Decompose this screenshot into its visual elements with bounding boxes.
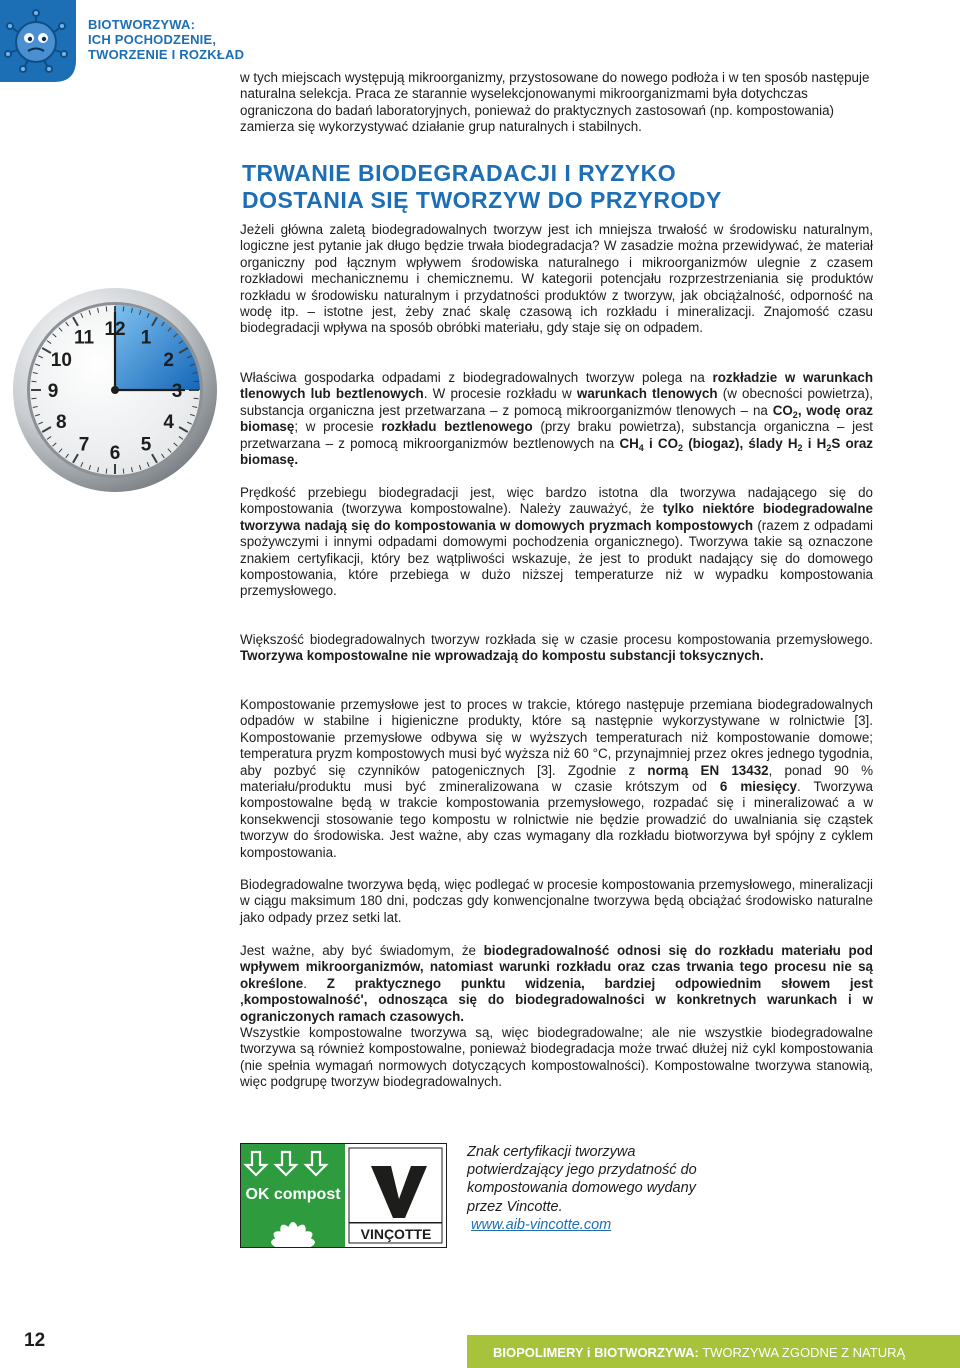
text-run: . [303, 975, 327, 991]
text-run-bold: normą EN 13432 [647, 762, 769, 778]
text-run-bold: rozkładzie w warunkach tlenowych lub beztlenowych [240, 370, 873, 402]
vincotte-link[interactable]: www.aib-vincotte.com [471, 1216, 612, 1233]
header-title-line2: ICH POCHODZENIE, [88, 32, 217, 47]
header-title [88, 17, 244, 62]
caption-line: Znak certyfikacji tworzywa [467, 1144, 636, 1160]
page-number: 12 [24, 1330, 46, 1351]
caption-line: kompostowania domowego wydany [467, 1180, 696, 1197]
text-run: Kompostowanie przemysłowe jest to proces w trakcie, którego następuje przemiana biodegradowalnych odpadów w stabilne i higieniczne produkty, które są następnie wykorzystywane w rolnictwie [3]. Kompostowanie przemysłowe odbywa się w wyższych temperaturach niż kompostowanie domowe; temperatura pryzm kompostowych musi być wyższa niż 60 °C, przynajmniej przez okres jednego tygodnia, aby pozbyć się czynników patogenicznych [3]. Zgodnie z [240, 697, 873, 778]
clock-number: 2 [163, 350, 174, 371]
text-run: . Tworzywa kompostowalne będą w trakcie kompostowania przemysłowego, rozpadać się i mineralizować a w konsekwencji stosowanie tego kompostu w rolnictwie nie będzie prowadzić do uwalniania się cząstek tworzyw do środowiska. Jest ważne, aby czas wymagany dla rozkładu biotworzywa był spójny z cyklem kompostowania. [240, 779, 873, 860]
clock-illustration [10, 285, 220, 495]
clock-number: 1 [140, 327, 152, 349]
text-run-bold: Z praktycznego punktu widzenia, bardziej odpowiednim słowem jest ‚kompostowalność', odnosząca się do biodegradowalności w konkretnych warunkach i w ograniczonych ramach czasowych. [240, 975, 873, 1024]
text-run-bold: 6 miesięcy [719, 779, 797, 795]
certification-logos [240, 1143, 447, 1248]
clock-tick [194, 381, 199, 382]
clock-number: 11 [73, 327, 95, 349]
clock-number: 9 [47, 381, 59, 402]
paragraph-compostable-subset: Wszystkie kompostowalne tworzywa są, więc biodegradowalne; ale nie wszystkie biodegradowalne tworzywa są również kompostowalne, ponieważ biodegradacja może trwać dłużej niż cykl kompostowania (nie spełnia wymagań normowych dotyczących kompostowalności). Kompostowalne tworzywa stanowią, więc podgrupę tworzyw biodegradowalnych. [240, 1025, 873, 1090]
clock-tick [31, 398, 36, 399]
paragraph-waste-management [240, 370, 873, 468]
footer-regular-text: TWORZYWA ZGODNE Z NATURĄ [698, 1345, 906, 1360]
text-run: Prędkość przebiegu biodegradacji jest, więc bardzo istotna dla tworzywa nadającego się do kompostowania (tworzywa kompostowalne). Należy zauważyć, że [240, 485, 873, 517]
text-run-bold: biodegradowalność odnosi się do rozkładu materiału pod wpływem mikroorganizmów, natomiast warunki rozkładu oraz czas trwania tego procesu nie są określone [240, 943, 873, 991]
paragraph-degradation-speed [240, 485, 873, 600]
ok-compost-logo [241, 1144, 446, 1247]
footer-text [493, 1345, 905, 1360]
paragraph-awareness [240, 943, 873, 1025]
clock-number: 10 [50, 350, 72, 371]
subscript: 2 [677, 442, 683, 453]
clock-tick [123, 469, 124, 474]
caption-line: przez Vincotte. [467, 1198, 563, 1215]
text-run: , ponad 90 % materiału/produktu musi być zmineralizowana w czasie krótszym od [240, 762, 874, 795]
subscript: 2 [826, 442, 832, 453]
ok-compost-text: OK compost [245, 1186, 341, 1203]
text-run-bold: (biogaz), ślady H [683, 435, 798, 451]
text-run: ; w procesie [294, 419, 382, 435]
clock-tick [194, 398, 199, 399]
section-heading-line1: TRWANIE BIODEGRADACJI I RYZYKO [242, 160, 677, 186]
clock-tick [106, 469, 107, 474]
footer-bold-text: BIOPOLIMERY i BIOTWORZYWA: [493, 1345, 699, 1360]
clock-tick [123, 306, 124, 311]
caption-line: potwierdzający jego przydatność do [467, 1162, 697, 1179]
header-title-line3: TWORZENIE I ROZKŁAD [88, 47, 245, 62]
vincotte-brand-text: VINÇOTTE [360, 1226, 432, 1242]
clock-number: 12 [104, 319, 126, 340]
subscript: 2 [792, 409, 798, 420]
clock-number: 4 [163, 412, 174, 433]
text-run-bold: CH [619, 435, 639, 451]
intro-paragraph: w tych miejscach występują mikroorganizmy, przystosowane do nowego podłoża i w ten sposób następuje naturalna selekcja. Praca ze starannie wyselekcjonowanymi mikroorganizmami była dotychczas ograniczona do badań laboratoryjnych, ponieważ do praktycznych zastosowań (np. kompostowania) zamierza się wykorzystywać działanie grup naturalnych i stabilnych. [240, 70, 870, 135]
clock-number: 8 [56, 412, 67, 433]
clock-center [111, 386, 119, 394]
text-run: Jest ważne, aby być świadomym, że [240, 943, 484, 958]
text-run-bold: tylko niektóre biodegradowalne tworzywa nadają się do kompostowania w domowych pryzmach kompostowych [240, 501, 874, 533]
clock-tick [31, 381, 36, 382]
header-badge [0, 0, 76, 82]
text-run: Właściwa gospodarka odpadami z biodegradowalnych tworzyw polega na [240, 370, 713, 385]
text-run-bold: CO [772, 402, 793, 418]
clock-number: 7 [78, 434, 90, 456]
text-run-bold: , wodę oraz biomasę [240, 402, 873, 435]
clock-number: 5 [140, 434, 152, 456]
paragraph-duration: Jeżeli główna zaletą biodegradowalnych tworzyw jest ich mniejsza trwałość w środowisku naturalnym, logiczne jest pytanie jak długo będzie trwała biodegradacja? W zasadzie można przewidywać, że materiał organiczny pod łącznym wpływem środowiska naturalnego i mikroorganizmów ulegnie z czasem rozkładowi mechanicznemu i chemicznemu. W kategorii potencjału rozprzestrzeniania się produktów rozkładu w środowisku naturalnym i przydatności produktów z tworzyw, jak obciążalność, odporność na wodę itp. – istotne jest, żeby znać skalę czasową ich rozkładu i mineralizacji. Znajomość czasu biodegradacji wpływa na sposób obróbki materiału, gdy staje się on odpadem. [240, 222, 873, 336]
clock-number: 3 [171, 381, 183, 402]
paragraph-industrial-composting [240, 697, 873, 861]
clock-tick [106, 306, 107, 311]
text-run: (razem z odpadami spożywczymi i innymi odpadami domowymi pochodzenia organicznego). Tworzywa takie są oznaczone znakiem certyfikacji, który bez wątpliwości wskazuje, że jest to produkt nadający się do domowego kompostowania, które przebiega w dużo niższej temperaturze niż w wypadku kompostowania przemysłowego. [240, 517, 873, 599]
text-run-bold: S oraz biomasę. [240, 435, 873, 468]
text-run-bold: warunkach tlenowych [576, 386, 718, 402]
text-run: (w obecności powietrza), substancja organiczna jest przetwarzana – z pomocą mikroorganizmów tlenowych – na [240, 386, 874, 418]
header-title-line1: BIOTWORZYWA: [88, 17, 196, 32]
subscript: 4 [638, 442, 644, 453]
certification-caption [467, 1143, 697, 1234]
text-run: . W procesie rozkładu w [423, 386, 577, 402]
text-run: (przy braku powietrza), substancja organiczna – jest przetwarzana – z pomocą mikroorganizmów beztlenowych na [240, 419, 873, 451]
clock-number: 6 [109, 443, 121, 464]
text-run-bold: rozkładu beztlenowego [381, 419, 533, 435]
section-heading [242, 160, 722, 214]
text-run-bold: i CO [643, 435, 678, 451]
paragraph-mineralization: Biodegradowalne tworzywa będą, więc podlegać w procesie kompostowania przemysłowego, mineralizacji w ciągu maksimum 180 dni, podczas gdy konwencjonalne tworzywa będą obciążać środowisko naturalne jako odpady przez setki lat. [240, 877, 873, 925]
subscript: 2 [797, 442, 803, 453]
text-run-bold: i H [802, 435, 827, 451]
paragraph-industrial-majority [240, 632, 873, 665]
text-run-bold: Tworzywa kompostowalne nie wprowadzają do kompostu substancji toksycznych. [240, 648, 764, 664]
section-heading-line2: DOSTANIA SIĘ TWORZYW DO PRZYRODY [242, 187, 722, 213]
text-run: Większość biodegradowalnych tworzyw rozkłada się w czasie procesu kompostowania przemysłowego. [240, 632, 873, 647]
